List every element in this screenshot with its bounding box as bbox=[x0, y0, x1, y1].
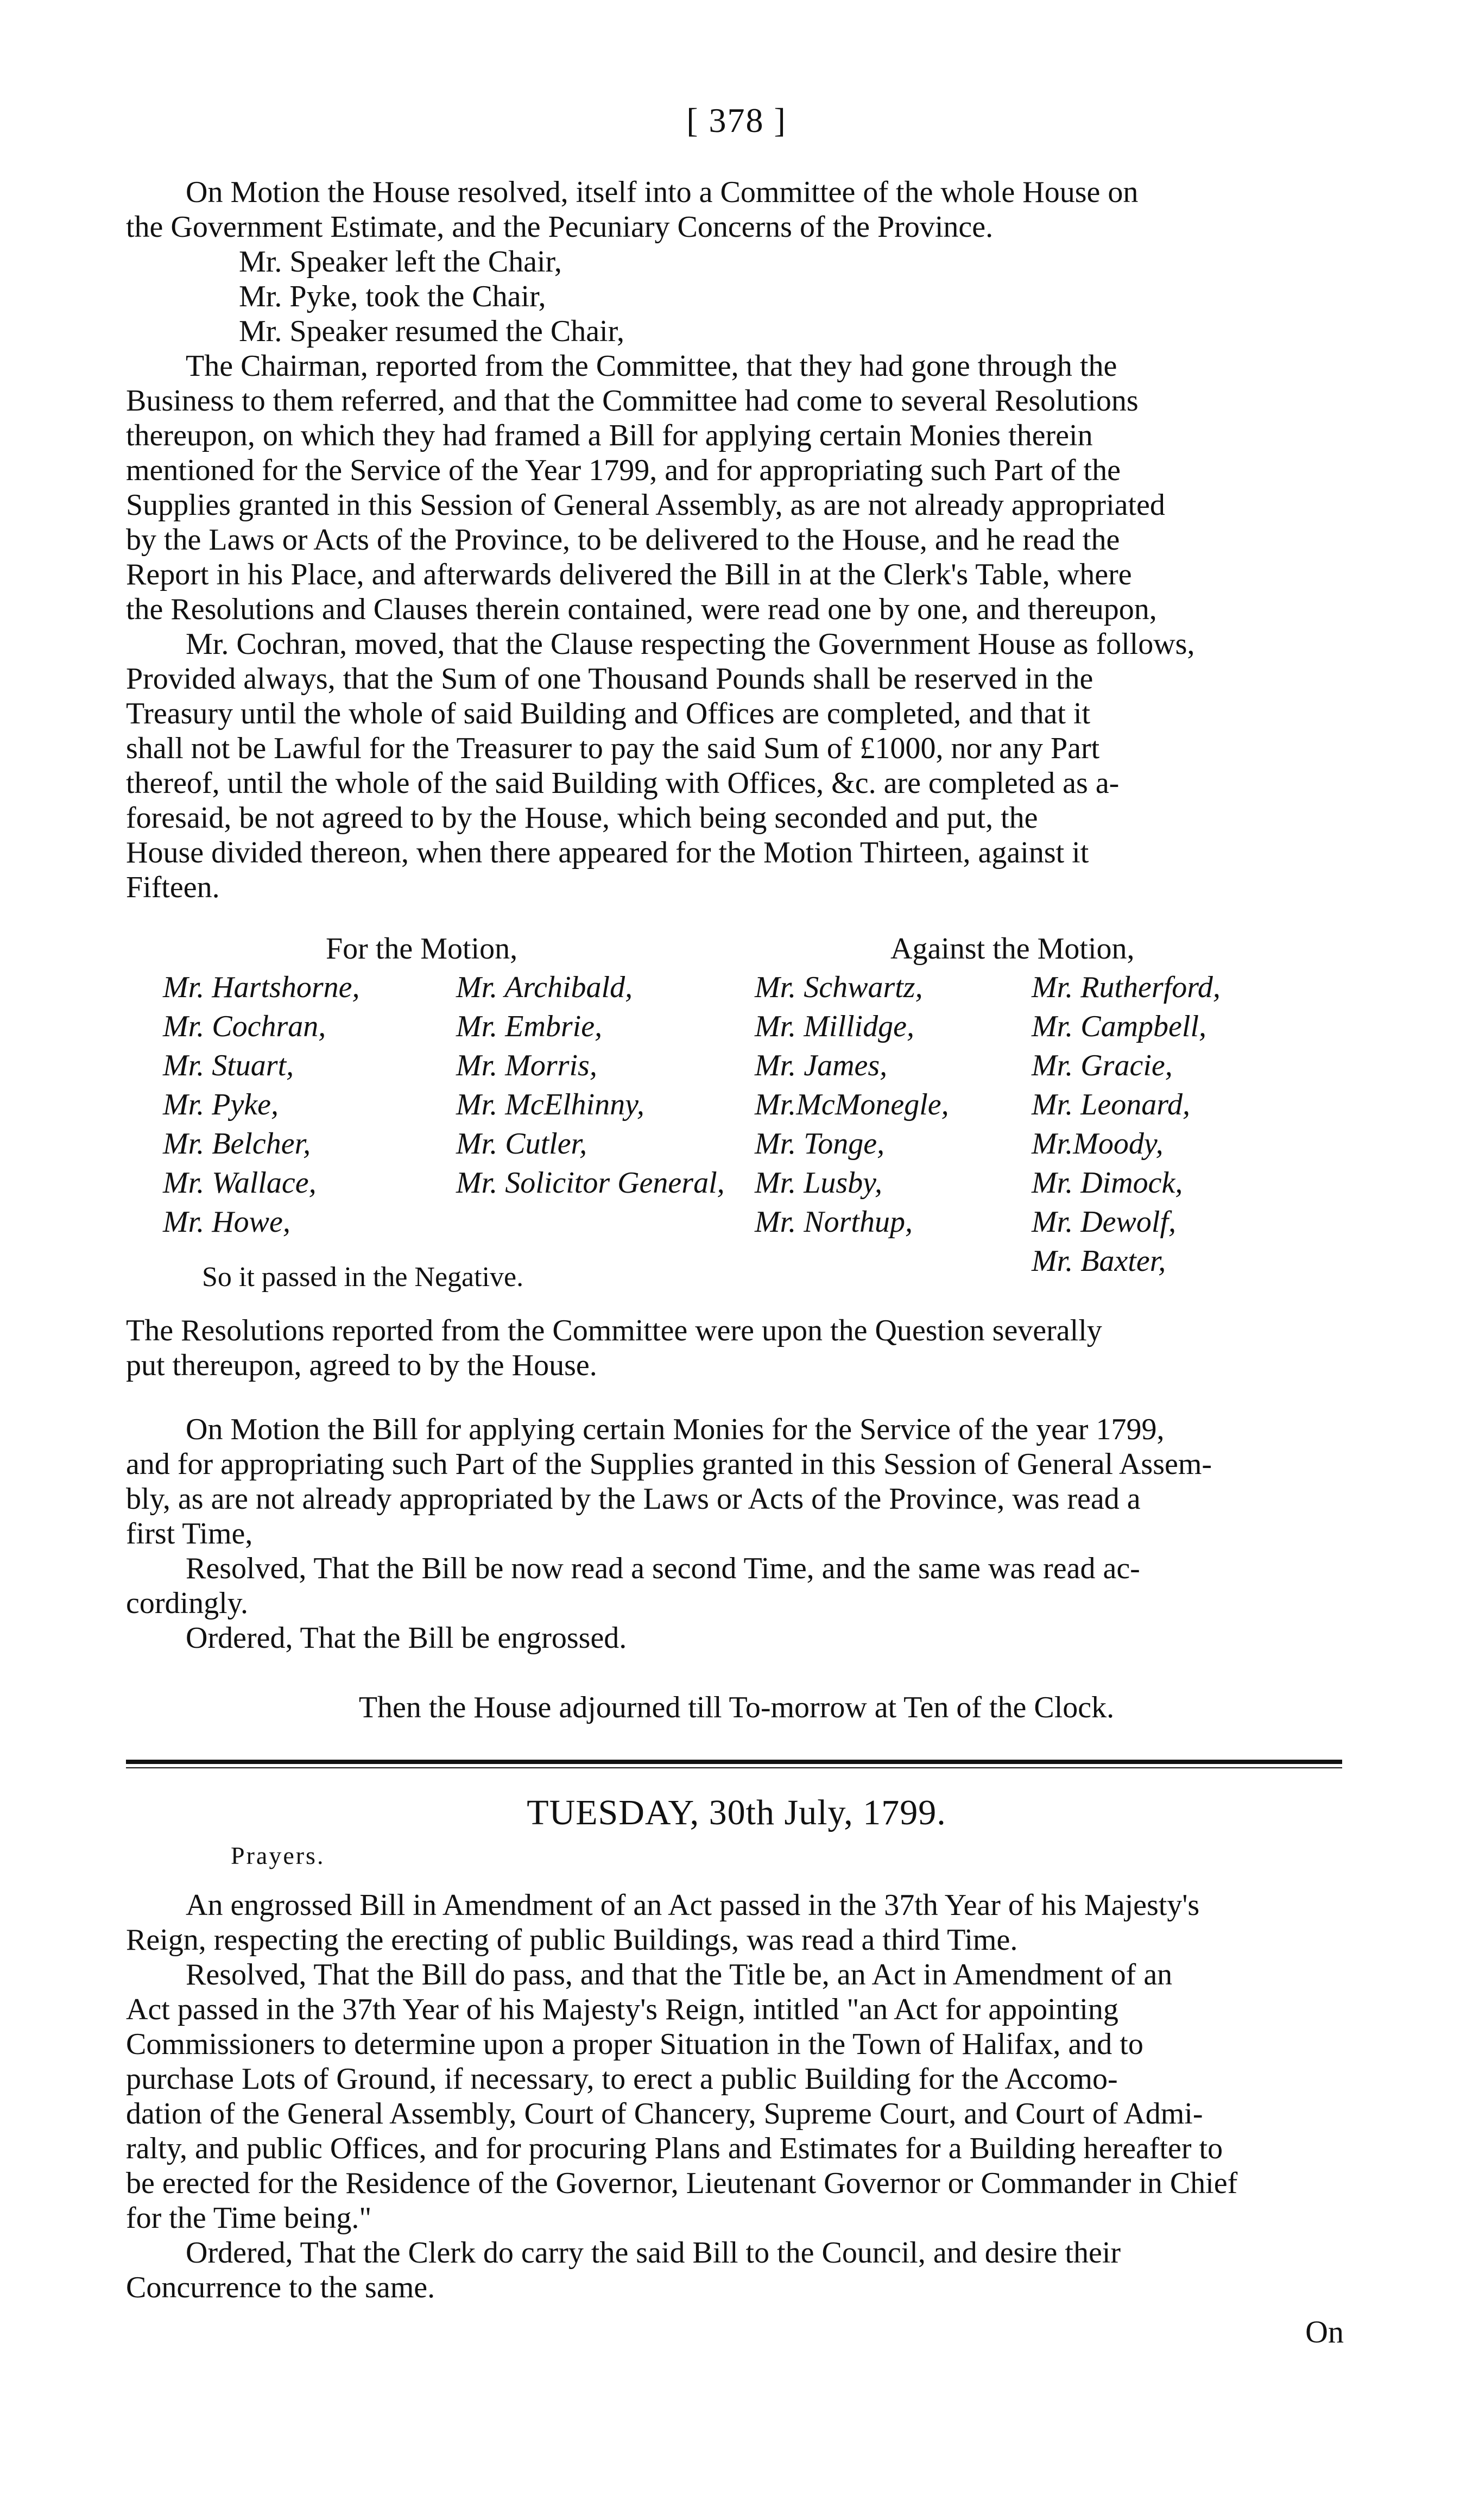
text-line: purchase Lots of Ground, if necessary, to erect a public Building for the Accomo- bbox=[126, 2062, 1118, 2096]
adjournment bbox=[0, 1690, 1473, 1725]
text-line: Mr. Cochran, moved, that the Clause respecting the Government House as follows, bbox=[186, 627, 1195, 661]
text-line: Then the House adjourned till To-morrow at Ten of the Clock. bbox=[358, 1691, 1115, 1724]
second-reading bbox=[126, 1551, 1342, 1621]
for-votes-col-2 bbox=[456, 968, 725, 1202]
voter-name: Mr. Solicitor General, bbox=[456, 1166, 725, 1200]
text-line: The Resolutions reported from the Committee were upon the Question severally bbox=[126, 1314, 1102, 1347]
text-line: Mr. Pyke, took the Chair, bbox=[239, 280, 546, 313]
voter-name: Mr. Leonard, bbox=[1032, 1088, 1190, 1122]
text-line: Treasury until the whole of said Building and Offices are completed, and that it bbox=[126, 697, 1091, 730]
voter-name: Mr. Howe, bbox=[163, 1205, 290, 1239]
voter-name: Mr. Baxter, bbox=[1032, 1244, 1166, 1278]
voter-name: Mr. Gracie, bbox=[1032, 1049, 1173, 1082]
resolutions-agreed bbox=[126, 1313, 1342, 1383]
voter-name: Mr. Lusby, bbox=[755, 1166, 882, 1200]
engrossed-order bbox=[126, 1621, 1342, 1655]
text-line: thereupon, on which they had framed a Bill for applying certain Monies therein bbox=[126, 419, 1093, 452]
voter-name: Mr.Moody, bbox=[1032, 1127, 1164, 1161]
page-number: [ 378 ] bbox=[686, 101, 787, 140]
voter-name: Mr. Campbell, bbox=[1032, 1010, 1206, 1043]
prayers-heading: Prayers. bbox=[231, 1842, 325, 1869]
voter-name: Mr. James, bbox=[755, 1049, 888, 1082]
text-line: Business to them referred, and that the Committee had come to several Resolutions bbox=[126, 384, 1139, 418]
text-line: Commissioners to determine upon a proper Situation in the Town of Halifax, and to bbox=[126, 2027, 1143, 2061]
text-line: put thereupon, agreed to by the House. bbox=[126, 1349, 597, 1382]
voter-name: Mr. Embrie, bbox=[456, 1010, 603, 1043]
text-line: Ordered, That the Bill be engrossed. bbox=[186, 1621, 627, 1655]
text-line: the Resolutions and Clauses therein contained, were read one by one, and thereupon, bbox=[126, 593, 1157, 626]
voter-name: Mr. Wallace, bbox=[163, 1166, 317, 1200]
voter-name: Mr. Hartshorne, bbox=[163, 971, 360, 1004]
voter-name: Mr. Schwartz, bbox=[755, 971, 923, 1004]
text-line: Mr. Speaker resumed the Chair, bbox=[239, 314, 625, 348]
against-motion-heading: Against the Motion, bbox=[890, 932, 1135, 966]
text-line: Mr. Speaker left the Chair, bbox=[239, 245, 562, 279]
voter-name: Mr.McMonegle, bbox=[755, 1088, 949, 1122]
text-line: Supplies granted in this Session of General Assembly, as are not already appropriated bbox=[126, 488, 1165, 522]
voter-name: Mr. McElhinny, bbox=[456, 1088, 644, 1122]
bill-first-reading bbox=[126, 1412, 1342, 1551]
text-line: shall not be Lawful for the Treasurer to pay the said Sum of £1000, nor any Part bbox=[126, 732, 1100, 765]
text-line: Reign, respecting the erecting of public Buildings, was read a third Time. bbox=[126, 1923, 1018, 1957]
voter-name: Mr. Dimock, bbox=[1032, 1166, 1183, 1200]
text-line: Resolved, That the Bill be now read a second Time, and the same was read ac- bbox=[186, 1552, 1140, 1585]
voter-name: Mr. Pyke, bbox=[163, 1088, 279, 1122]
text-line: Concurrence to the same. bbox=[126, 2271, 435, 2304]
text-line: Act passed in the 37th Year of his Majesty's Reign, intitled "an Act for appointing bbox=[126, 1993, 1118, 2026]
council-order bbox=[126, 2235, 1342, 2305]
text-line: On Motion the House resolved, itself into a Committee of the whole House on bbox=[186, 175, 1139, 209]
voter-name: Mr. Cutler, bbox=[456, 1127, 587, 1161]
day-heading: TUESDAY, 30th July, 1799. bbox=[527, 1793, 946, 1832]
voter-name: Mr. Belcher, bbox=[163, 1127, 311, 1161]
for-votes-col-1 bbox=[163, 968, 359, 1242]
text-line: Resolved, That the Bill do pass, and that the Title be, an Act in Amendment of an bbox=[186, 1958, 1173, 1992]
text-line: foresaid, be not agreed to by the House, which being seconded and put, the bbox=[126, 801, 1038, 835]
voter-name: Mr. Dewolf, bbox=[1032, 1205, 1176, 1239]
text-line: An engrossed Bill in Amendment of an Act passed in the 37th Year of his Majesty's bbox=[186, 1888, 1200, 1922]
text-line: Ordered, That the Clerk do carry the said Bill to the Council, and desire their bbox=[186, 2236, 1121, 2270]
chairman-report bbox=[126, 349, 1342, 627]
voter-name: Mr. Morris, bbox=[456, 1049, 597, 1082]
against-votes-col-2 bbox=[1032, 968, 1221, 1281]
text-line: be erected for the Residence of the Governor, Lieutenant Governor or Commander in Chief bbox=[126, 2166, 1238, 2200]
for-motion-heading: For the Motion, bbox=[326, 932, 518, 966]
title-resolution bbox=[126, 1957, 1342, 2235]
text-line: The Chairman, reported from the Committee, that they had gone through the bbox=[186, 349, 1117, 383]
catchword: On bbox=[1305, 2314, 1344, 2349]
text-line: cordingly. bbox=[126, 1586, 248, 1620]
text-line: by the Laws or Acts of the Province, to be delivered to the House, and he read the bbox=[126, 523, 1120, 557]
against-votes-col-1 bbox=[755, 968, 949, 1242]
voter-name: Mr. Cochran, bbox=[163, 1010, 326, 1043]
voter-name: Mr. Millidge, bbox=[755, 1010, 914, 1043]
text-line: Fifteen. bbox=[126, 871, 220, 904]
text-line: and for appropriating such Part of the Supplies granted in this Session of General Assem- bbox=[126, 1447, 1212, 1481]
text-line: the Government Estimate, and the Pecuniary Concerns of the Province. bbox=[126, 210, 994, 244]
text-line: Provided always, that the Sum of one Thousand Pounds shall be reserved in the bbox=[126, 662, 1093, 696]
text-line: House divided thereon, when there appeared for the Motion Thirteen, against it bbox=[126, 836, 1089, 870]
voter-name: Mr. Tonge, bbox=[755, 1127, 885, 1161]
text-line: ralty, and public Offices, and for procuring Plans and Estimates for a Building hereafter to bbox=[126, 2132, 1223, 2165]
voter-name: Mr. Rutherford, bbox=[1032, 971, 1221, 1004]
chair-steps bbox=[239, 244, 1455, 349]
cochran-motion bbox=[126, 627, 1342, 905]
voter-name: Mr. Archibald, bbox=[456, 971, 633, 1004]
text-line: mentioned for the Service of the Year 1799, and for appropriating such Part of the bbox=[126, 453, 1121, 487]
text-line: first Time, bbox=[126, 1517, 253, 1551]
committee-motion bbox=[126, 175, 1342, 244]
text-line: thereof, until the whole of the said Building with Offices, &c. are completed as a- bbox=[126, 766, 1120, 800]
voter-name: Mr. Northup, bbox=[755, 1205, 913, 1239]
section-rule bbox=[126, 1760, 1342, 1764]
voter-name: Mr. Stuart, bbox=[163, 1049, 294, 1082]
text-line: for the Time being." bbox=[126, 2201, 372, 2235]
third-reading bbox=[126, 1888, 1342, 1957]
text-line: On Motion the Bill for applying certain Monies for the Service of the year 1799, bbox=[186, 1413, 1165, 1446]
text-line: Report in his Place, and afterwards delivered the Bill in at the Clerk's Table, where bbox=[126, 558, 1132, 591]
section-rule-thin bbox=[126, 1767, 1342, 1768]
text-line: bly, as are not already appropriated by the Laws or Acts of the Province, was read a bbox=[126, 1482, 1141, 1516]
text-line: dation of the General Assembly, Court of Chancery, Supreme Court, and Court of Admi- bbox=[126, 2097, 1203, 2131]
vote-result: So it passed in the Negative. bbox=[202, 1262, 524, 1293]
